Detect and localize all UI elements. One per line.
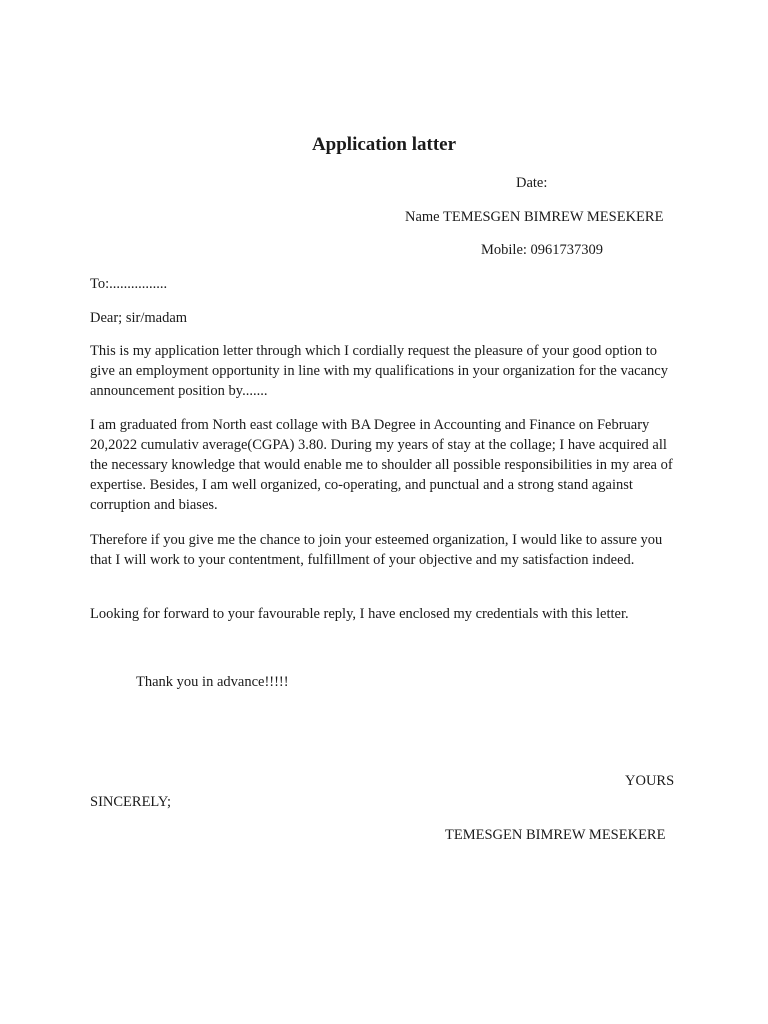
sender-mobile-line: Mobile: 0961737309 xyxy=(481,242,604,258)
paragraph-assurance: Therefore if you give me the chance to join your esteemed organization, I would like to assure you that I will work to your contentment, fulfillment of your objective and my satisfaction indeed. xyxy=(90,532,663,568)
closing-sincerely: SINCERELY; xyxy=(90,794,171,810)
paragraph-qualifications: I am graduated from North east collage with BA Degree in Accounting and Finance on February 20,2022 cumulativ average(CGPA) 3.80. During my years of stay at the collage; I have acquired all the necessary knowledge that would enable me to shoulder all possible responsibilities in my area of expertise. Besides, I am well organized, co-operating, and punctual and a strong stand against corruption and biases. xyxy=(90,417,673,513)
thanks-line: Thank you in advance!!!!! xyxy=(136,674,289,690)
paragraph-intro: This is my application letter through which I cordially request the pleasure of your good option to give an employment opportunity in line with my qualifications in your organization for the vacancy announcement position by....... xyxy=(90,343,668,399)
letter-title: Application latter xyxy=(311,134,457,155)
paragraph-closing: Looking for forward to your favourable reply, I have enclosed my credentials with this letter. xyxy=(90,606,629,622)
signature-name: TEMESGEN BIMREW MESEKERE xyxy=(445,827,666,843)
recipient-line: To:................ xyxy=(90,276,168,292)
salutation: Dear; sir/madam xyxy=(90,310,188,326)
sender-name-line: Name TEMESGEN BIMREW MESEKERE xyxy=(405,209,664,225)
closing-yours: YOURS xyxy=(625,773,675,789)
date-label: Date: xyxy=(516,175,548,191)
